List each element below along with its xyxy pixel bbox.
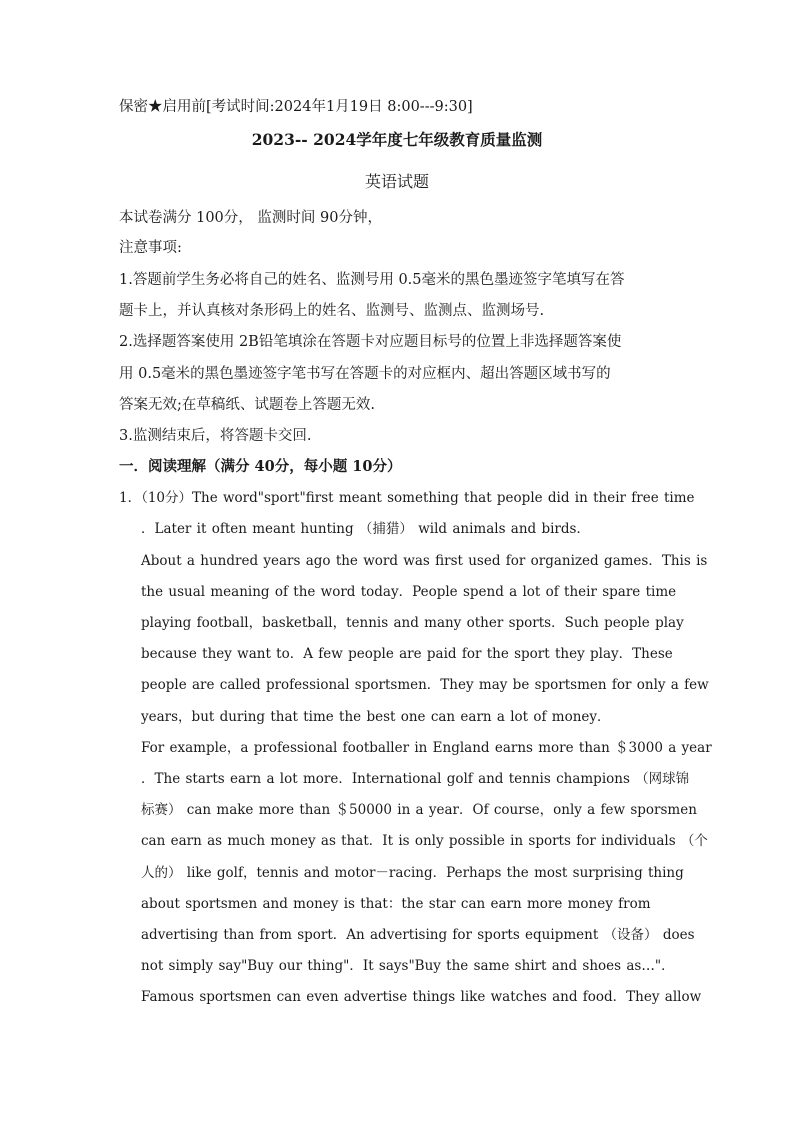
passage-line: advertising than from sport．An advertising for sports equipment （设备） does xyxy=(141,927,695,943)
passage-line: because they want to．A few people are paid for the sport they play．These xyxy=(141,646,673,662)
passage-line: not simply say"Buy our thing"．It says"Buy the same shirt and shoes as…"． xyxy=(141,958,675,974)
exam-title: 2023-- 2024学年度七年级教育质量监测 xyxy=(251,130,543,149)
passage-line: years，but during that time the best one can earn a lot of money． xyxy=(141,709,611,725)
section-heading: 一．阅读理解（满分 40分，每小题 10分） xyxy=(119,458,402,475)
note-line: 用 0.5毫米的黑色墨迹签字笔书写在答题卡的对应框内、超出答题区域书写的 xyxy=(119,366,611,382)
passage-line: can earn as much money as that．It is only possible in sports for individuals （个 xyxy=(141,833,708,849)
passage-line: people are called professional sportsmen．They may be sportsmen for only a few xyxy=(141,677,709,693)
passage-line: 标赛） can make more than ＄50000 in a year．Of course，only a few sporsmen xyxy=(141,802,697,818)
passage-line: about sportsmen and money is that：the star can earn more money from xyxy=(141,896,651,912)
note-line: 1.答题前学生务必将自己的姓名、监测号用 0.5毫米的黑色墨迹签字笔填写在答 xyxy=(119,272,625,288)
passage-line: 人的） like golf，tennis and motor－racing．Perhaps the most surprising thing xyxy=(141,865,684,881)
passage-line: About a hundred years ago the word was first used for organized games．This is xyxy=(141,553,708,569)
passage-line: Famous sportsmen can even advertise things like watches and food．They allow xyxy=(141,989,702,1005)
passage-line: playing football，basketball，tennis and many other sports．Such people play xyxy=(141,615,684,631)
note-line: 题卡上，并认真核对条形码上的姓名、监测号、监测点、监测场号. xyxy=(119,303,545,319)
note-line: 3.监测结束后，将答题卡交回. xyxy=(119,428,312,444)
passage-line: For example，a professional footballer in England earns more than ＄3000 a year xyxy=(141,740,712,756)
passage-line: the usual meaning of the word today．People spend a lot of their spare time xyxy=(141,584,677,600)
passage-line: 1．（10分）The word"sport"first meant something that people did in their free time xyxy=(119,490,695,506)
confidential-header: 保密★启用前[考试时间:2024年1月19日 8:00---9:30] xyxy=(119,99,473,115)
exam-subtitle: 英语试题 xyxy=(364,172,429,191)
notes-heading: 注意事项: xyxy=(119,240,182,256)
note-line: 2.选择题答案使用 2B铅笔填涂在答题卡对应题目标号的位置上非选择题答案使 xyxy=(119,334,622,350)
passage-line: ．The starts earn a lot more．International golf and tennis champions （网球锦 xyxy=(141,771,690,787)
exam-info-line: 本试卷满分 100分， 监测时间 90分钟， xyxy=(119,210,382,226)
passage-line: ．Later it often meant hunting （捕猎） wild animals and birds． xyxy=(141,521,590,537)
note-line: 答案无效;在草稿纸、试题卷上答题无效. xyxy=(119,397,375,413)
